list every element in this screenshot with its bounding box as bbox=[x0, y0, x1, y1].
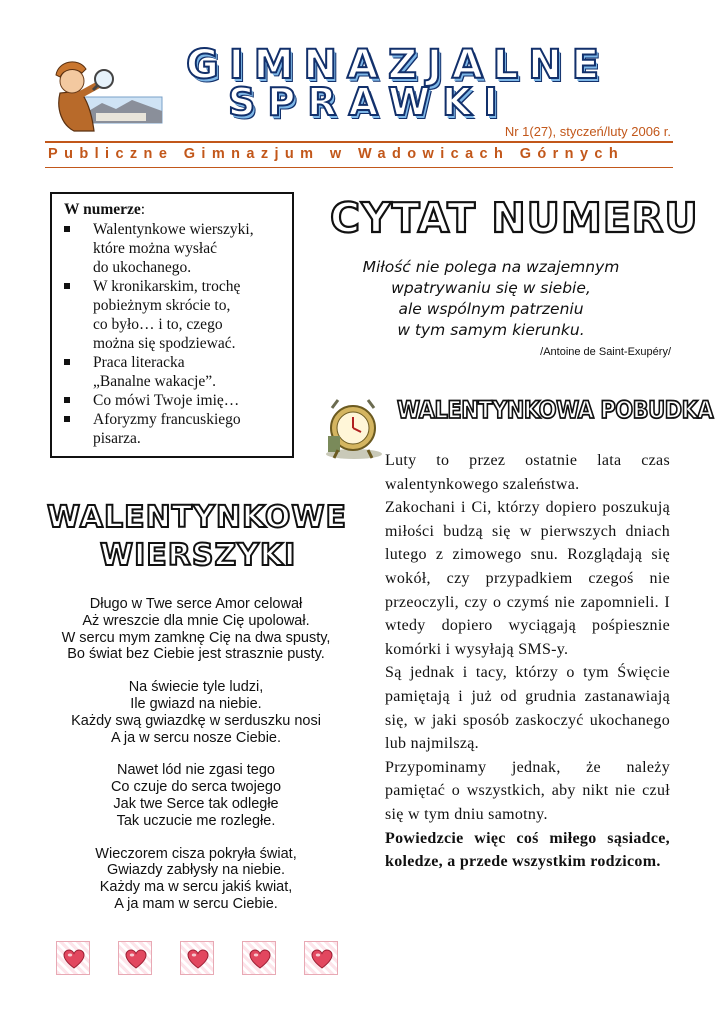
article-paragraph: Przypominamy jednak, że należy pamiętać o wszystkich, aby nikt nie czuł się w tym dniu samotny. bbox=[385, 758, 670, 823]
contents-item: W kronikarskim, trochę pobieżnym skrócie to, co było… i to, czego można się spodziewać. bbox=[64, 277, 282, 353]
article-paragraph: Zakochani i Ci, którzy dopiero poszukują miłości budzą się w pierwszych dniach lutego z zimowego snu. Rozglądają się wokół, czy przypadkiem czegoś nie przeoczyli, czy o czymś nie zapomnieli. I wtedy dopiero wyciągają pośpiesznie komórki i wysyłają SMS-y. bbox=[385, 499, 670, 658]
contents-item: Walentynkowe wierszyki, które można wysłać do ukochanego. bbox=[64, 220, 282, 277]
issue-number: Nr 1(27), styczeń/luty 2006 r. bbox=[504, 124, 671, 139]
contents-box bbox=[50, 192, 294, 458]
contents-item: Praca literacka „Banalne wakacje”. bbox=[64, 353, 282, 391]
detective-illustration-icon bbox=[46, 45, 166, 135]
heart-icon bbox=[242, 941, 276, 975]
article-paragraph: Są jednak i tacy, którzy o tym Święcie pamiętają i już od grudnia zastanawiają się, w jaki sposób zaskoczyć ukochanego lub najmilszą. bbox=[385, 664, 670, 753]
poems-title-line2: WIERSZYKI bbox=[100, 538, 297, 573]
contents-item: Aforyzmy francuskiego pisarza. bbox=[64, 410, 282, 448]
heart-icon bbox=[118, 941, 152, 975]
masthead-title-line2: SPRAWKI bbox=[228, 80, 510, 124]
masthead-title-line1: GIMNAZJALNE bbox=[186, 42, 610, 88]
header-rule-bottom bbox=[45, 167, 673, 168]
quote-section-title: CYTAT NUMERU bbox=[330, 194, 699, 242]
contents-list bbox=[64, 220, 282, 448]
contents-heading: W numerze: bbox=[64, 201, 146, 218]
wake-up-article bbox=[385, 449, 670, 874]
quote-author: /Antoine de Saint-Exupéry/ bbox=[540, 346, 671, 358]
article-closing: Powiedzcie więc coś miłego sąsiadce, koledze, a przede wszystkim rodzicom. bbox=[385, 829, 670, 871]
heart-icon bbox=[180, 941, 214, 975]
contents-item: Co mówi Twoje imię… bbox=[64, 391, 282, 410]
header-rule-top bbox=[45, 141, 673, 143]
quote-text: Miłość nie polega na wzajemnym wpatrywaniu się w siebie, ale wspólnym patrzeniu w tym samym kierunku. bbox=[362, 258, 620, 339]
heart-icon bbox=[304, 941, 338, 975]
article-paragraph: Luty to przez ostatnie lata czas walentynkowego szaleństwa. bbox=[385, 452, 670, 493]
poem-stanza: Wieczorem cisza pokryła świat, Gwiazdy zabłysły na niebie. Każdy ma w sercu jakiś kwiat, A ja mam w sercu Ciebie. bbox=[95, 845, 297, 912]
heart-icon bbox=[56, 941, 90, 975]
school-name: Publiczne Gimnazjum w Wadowicach Górnych bbox=[48, 146, 625, 162]
poem-stanza: Długo w Twe serce Amor celował Aż wreszcie dla mnie Cię upolował. W sercu mym zamknę Cię na dwa spusty, Bo świat bez Ciebie jest strasznie pusty. bbox=[61, 596, 331, 663]
wake-up-section-title: WALENTYNKOWA POBUDKA bbox=[397, 396, 714, 424]
poem-stanza: Na świecie tyle ludzi, Ile gwiazd na niebie. Każdy swą gwiazdkę w serduszku nosi A ja w sercu nosze Ciebie. bbox=[71, 679, 321, 746]
poem-stanza: Nawet lód nie zgasi tego Co czuje do serca twojego Jak twe Serce tak odległe Tak uczucie me rozległe. bbox=[110, 762, 282, 829]
poems-title-line1: WALENTYNKOWE bbox=[47, 500, 347, 535]
alarm-clock-icon bbox=[318, 392, 388, 462]
poems bbox=[40, 596, 352, 929]
